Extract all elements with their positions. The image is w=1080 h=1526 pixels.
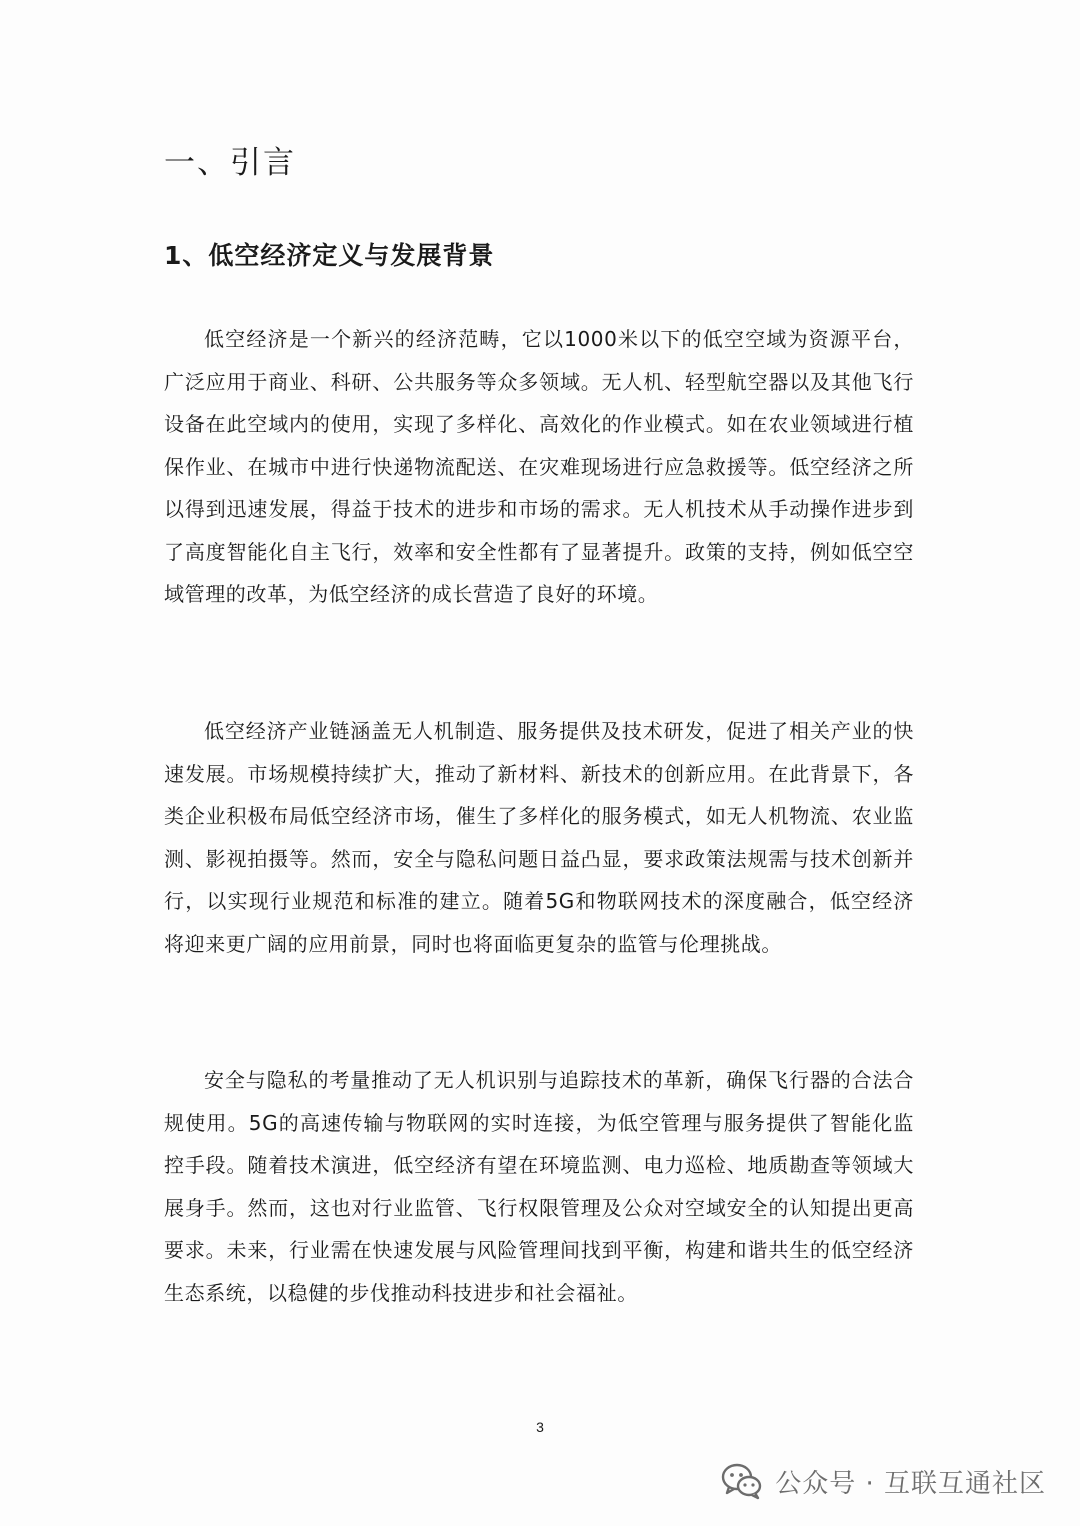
wechat-icon: [721, 1461, 763, 1501]
watermark-text: 公众号 · 互联互通社区: [775, 1468, 1046, 1499]
chapter-title: 一、引言: [164, 145, 296, 181]
page-number: 3: [536, 1419, 544, 1435]
section-title: 1、低空经济定义与发展背景: [164, 241, 495, 270]
body-paragraph-2: 低空经济产业链涵盖无人机制造、服务提供及技术研发，促进了相关产业的快速发展。市场规模持续扩大，推动了新材料、新技术的创新应用。在此背景下，各类企业积极布局低空经济市场，催生了多样化的服务模式，如无人机物流、农业监测、影视拍摄等。然而，安全与隐私问题日益凸显，要求政策法规需与技术创新并行，以实现行业规范和标准的建立。随着5G和物联网技术的深度融合，低空经济将迎来更广阔的应用前景，同时也将面临更复杂的监管与伦理挑战。: [164, 719, 914, 956]
body-paragraph-3: 安全与隐私的考量推动了无人机识别与追踪技术的革新，确保飞行器的合法合规使用。5G的高速传输与物联网的实时连接，为低空管理与服务提供了智能化监控手段。随着技术演进，低空经济有望在环境监测、电力巡检、地质勘查等领域大展身手。然而，这也对行业监管、飞行权限管理及公众对空域安全的认知提出更高要求。未来，行业需在快速发展与风险管理间找到平衡，构建和谐共生的低空经济生态系统，以稳健的步伐推动科技进步和社会福祉。: [164, 1068, 914, 1305]
body-paragraph-1: 低空经济是一个新兴的经济范畴，它以1000米以下的低空空域为资源平台，广泛应用于商业、科研、公共服务等众多领域。无人机、轻型航空器以及其他飞行设备在此空域内的使用，实现了多样化、高效化的作业模式。如在农业领域进行植保作业、在城市中进行快递物流配送、在灾难现场进行应急救援等。低空经济之所以得到迅速发展，得益于技术的进步和市场的需求。无人机技术从手动操作进步到了高度智能化自主飞行，效率和安全性都有了显著提升。政策的支持，例如低空空域管理的改革，为低空经济的成长营造了良好的环境。: [164, 327, 914, 606]
watermark: [721, 1456, 1046, 1506]
